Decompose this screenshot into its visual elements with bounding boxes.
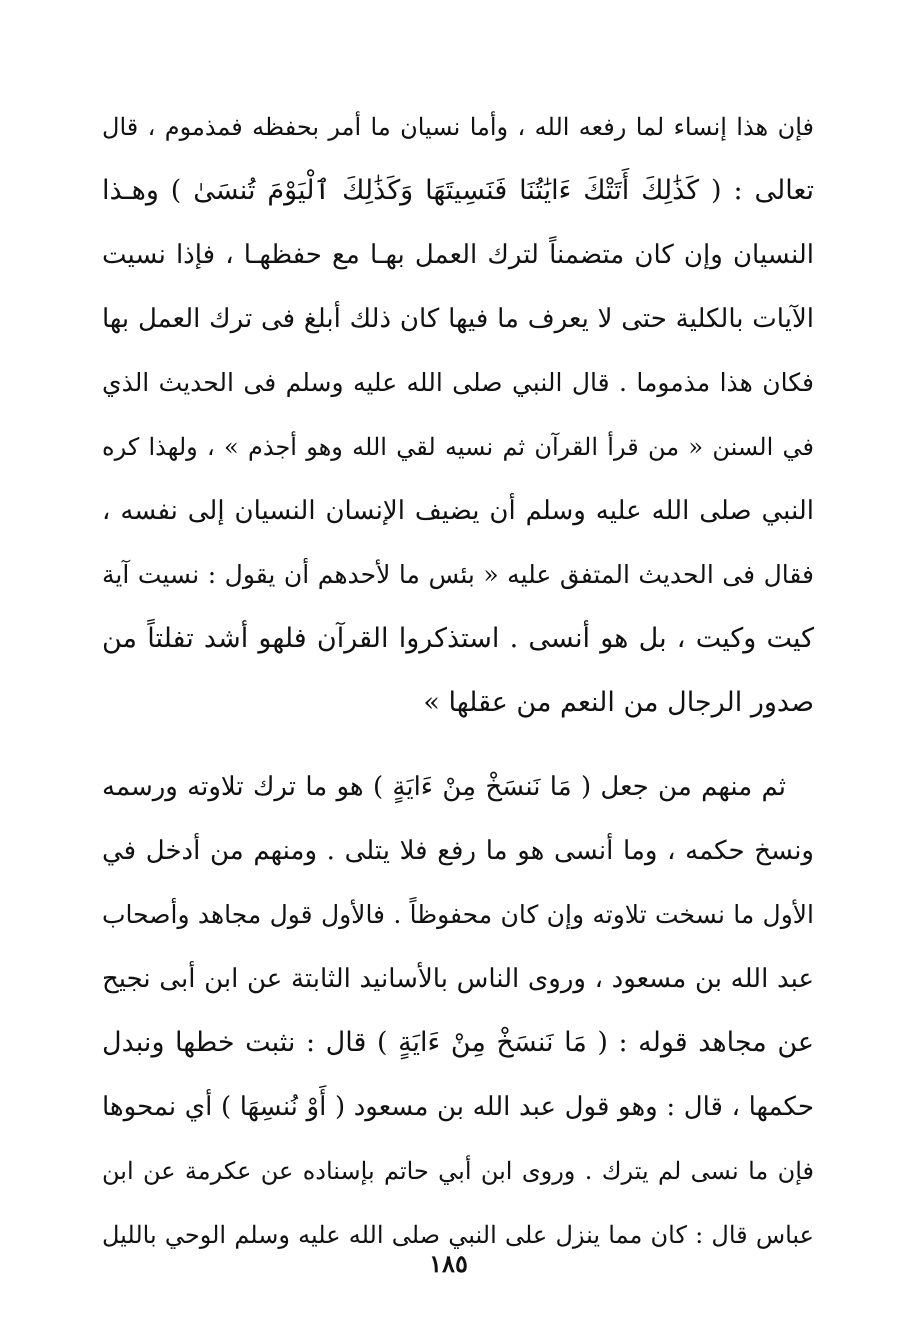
text-line: فإن هذا إنساء لما رفعه الله ، وأما نسيان ما أمر بحفظه فمذموم ، قال [102, 113, 814, 141]
text-line: كيت وكيت ، بل هو أنسى . استذكروا القرآن فلهو أشد تفلتاً من [102, 623, 814, 654]
text-line: النسيان وإن كان متضمناً لترك العمل بهـا مع حفظهـا ، فإذا نسيت [102, 240, 814, 270]
text-line: عبد الله بن مسعود ، وروى الناس بالأسانيد الثابتة عن ابن أبى نجيح [102, 964, 814, 994]
paragraph-2 [102, 755, 814, 1267]
text-line-with-quran-verse: عن مجاهد قوله : ( مَا نَنسَخْ مِنْ ءَايَةٍ ) قال : نثبت خطها ونبدل [102, 1027, 814, 1058]
text-line: في السنن « من قرأ القرآن ثم نسيه لقي الله وهو أجذم » ، ولهذا كره [102, 433, 814, 461]
text-line: النبي صلى الله عليه وسلم أن يضيف الإنسان النسيان إلى نفسه ، [102, 496, 814, 526]
text-line-with-quran-verse: حكمها ، قال : وهو قول عبد الله بن مسعود ( أَوْ نُنسِهَا ) أي نمحوها [102, 1092, 814, 1122]
page-number: ١٨٥ [429, 1249, 468, 1278]
text-line: فقال فى الحديث المتفق عليه « بئس ما لأحدهم أن يقول : نسيت آية [102, 560, 814, 589]
text-line-indented: ثم منهم من جعل ( مَا نَنسَخْ مِنْ ءَايَةٍ ) هو ما ترك تلاوته ورسمه [102, 772, 786, 802]
text-line: الأول ما نسخت تلاوته وإن كان محفوظاً . فالأول قول مجاهد وأصحاب [102, 900, 814, 929]
text-line: ونسخ حكمه ، وما أنسى هو ما رفع فلا يتلى . ومنهم من أدخل في [102, 836, 814, 866]
text-line: الآيات بالكلية حتى لا يعرف ما فيها كان ذلك أبلغ فى ترك العمل بها [102, 304, 814, 334]
text-line: فكان هذا مذموما . قال النبي صلى الله عليه وسلم فى الحديث الذي [102, 368, 814, 397]
text-line: فإن ما نسى لم يترك . وروى ابن أبي حاتم بإسناده عن عكرمة عن ابن [102, 1157, 814, 1185]
text-line: عباس قال : كان مما ينزل على النبي صلى الله عليه وسلم الوحي بالليل [102, 1221, 814, 1249]
paragraph-1 [102, 95, 814, 735]
text-line-with-quran-verse: تعالى : ( كَذَٰلِكَ أَتَتْكَ ءَايَٰتُنَا فَنَسِيتَهَا وَكَذَٰلِكَ ٱلْيَوْمَ تُنسَىٰ ) وهـذا [102, 175, 814, 206]
text-line-last: صدور الرجال من النعم من عقلها » [423, 687, 814, 718]
